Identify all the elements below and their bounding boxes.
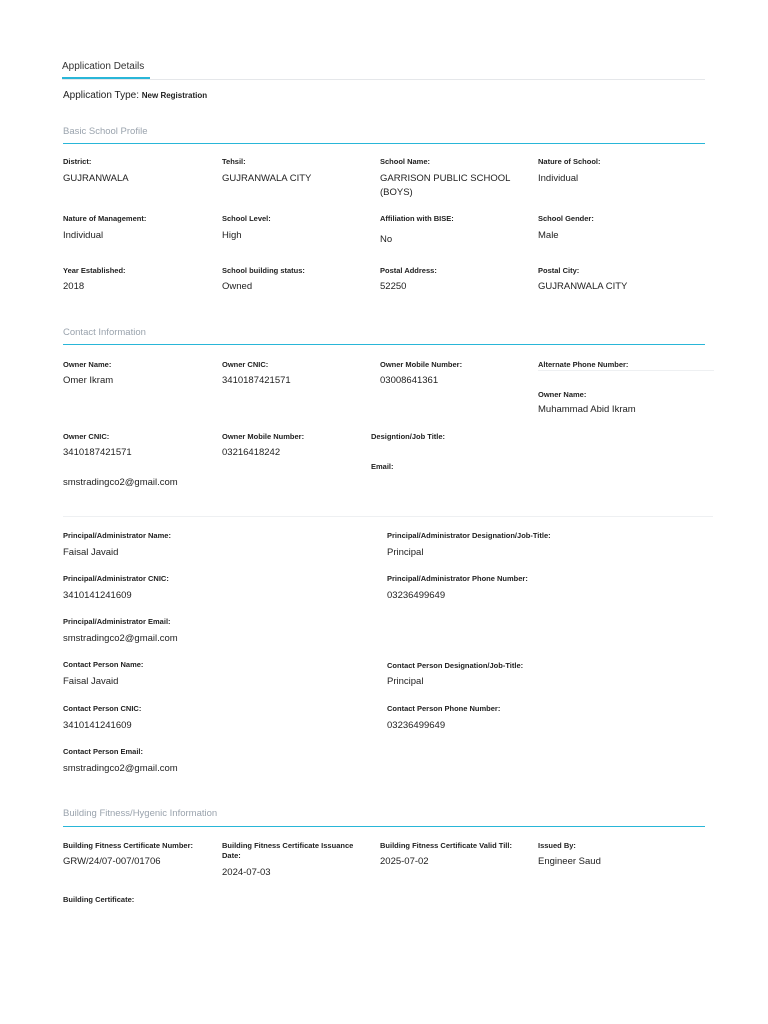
nature-of-school-label: Nature of School: [538, 157, 601, 166]
application-type-value: New Registration [141, 91, 208, 100]
tab-divider [62, 79, 705, 80]
contact-person-designation-label: Contact Person Designation/Job-Title: [387, 661, 524, 670]
contact-person-email-label: Contact Person Email: [63, 747, 144, 756]
section-divider [63, 344, 705, 345]
section-divider [63, 143, 705, 144]
affiliation-value: No [380, 234, 393, 245]
section-title-contact-information: Contact Information [63, 327, 146, 338]
principal-designation-label: Principal/Administrator Designation/Job-Title: [387, 531, 551, 540]
owner2-name-label: Owner Name: [538, 390, 587, 399]
principal-email-label: Principal/Administrator Email: [63, 617, 171, 626]
nature-of-management-label: Nature of Management: [63, 214, 147, 223]
school-name-label: School Name: [380, 157, 431, 166]
contact-person-designation-value: Principal [387, 676, 424, 687]
owner2-name-value: Muhammad Abid Ikram [538, 404, 636, 415]
issued-by-value: Engineer Saud [538, 856, 601, 867]
section-title-basic-school-profile: Basic School Profile [63, 126, 148, 137]
affiliation-label: Affiliation with BISE: [380, 214, 454, 223]
nature-of-management-value: Individual [63, 230, 104, 241]
section-title-building-fitness: Building Fitness/Hygenic Information [63, 808, 218, 819]
principal-name-label: Principal/Administrator Name: [63, 531, 171, 540]
postal-city-value: GUJRANWALA CITY [538, 281, 628, 292]
designation-label: Designtion/Job Title: [371, 432, 446, 441]
issued-by-label: Issued By: [538, 841, 576, 850]
contact-person-email-value: smstradingco2@gmail.com [63, 763, 178, 774]
principal-phone-value: 03236499649 [387, 590, 446, 601]
nature-of-school-value: Individual [538, 173, 579, 184]
postal-address-label: Postal Address: [380, 266, 437, 275]
school-name-value: GARRISON PUBLIC SCHOOL (BOYS) [380, 173, 511, 198]
email-label: Email: [371, 462, 394, 471]
owner-name-value: Omer Ikram [63, 375, 114, 386]
district-value: GUJRANWALA [63, 173, 129, 184]
school-level-label: School Level: [222, 214, 271, 223]
divider [63, 516, 713, 517]
certificate-number-value: GRW/24/07-007/01706 [63, 856, 161, 867]
principal-designation-value: Principal [387, 547, 424, 558]
owner2-mobile-value: 03216418242 [222, 447, 281, 458]
owner-name-label: Owner Name: [63, 360, 112, 369]
contact-person-name-value: Faisal Javaid [63, 676, 119, 687]
contact-person-name-label: Contact Person Name: [63, 660, 144, 669]
owner-cnic-label: Owner CNIC: [222, 360, 269, 369]
valid-till-label: Building Fitness Certificate Valid Till: [380, 841, 512, 850]
tehsil-value: GUJRANWALA CITY [222, 173, 312, 184]
year-established-value: 2018 [63, 281, 85, 292]
school-gender-label: School Gender: [538, 214, 594, 223]
building-certificate-label: Building Certificate: [63, 895, 135, 904]
building-status-value: Owned [222, 281, 253, 292]
principal-cnic-label: Principal/Administrator CNIC: [63, 574, 169, 583]
issuance-date-label: Building Fitness Certificate Issuance Date: [222, 841, 354, 860]
application-type [63, 90, 207, 101]
owner2-mobile-label: Owner Mobile Number: [222, 432, 305, 441]
contact-person-phone-label: Contact Person Phone Number: [387, 704, 501, 713]
tab-application-details[interactable]: Application Details [62, 61, 145, 72]
year-established-label: Year Established: [63, 266, 126, 275]
owner2-cnic-label: Owner CNIC: [63, 432, 110, 441]
district-label: District: [63, 157, 92, 166]
postal-city-label: Postal City: [538, 266, 580, 275]
building-status-label: School building status: [222, 266, 305, 275]
alternate-phone-label: Alternate Phone Number: [538, 360, 629, 369]
valid-till-value: 2025-07-02 [380, 856, 429, 867]
postal-address-value: 52250 [380, 281, 407, 292]
contact-person-phone-value: 03236499649 [387, 720, 446, 731]
principal-email-value: smstradingco2@gmail.com [63, 633, 178, 644]
school-level-value: High [222, 230, 242, 241]
issuance-date-value: 2024-07-03 [222, 867, 271, 878]
owner-cnic-value: 3410187421571 [222, 375, 291, 386]
divider [538, 370, 714, 371]
owner2-cnic-value: 3410187421571 [63, 447, 132, 458]
owner-mobile-value: 03008641361 [380, 375, 439, 386]
contact-person-cnic-value: 3410141241609 [63, 720, 132, 731]
school-gender-value: Male [538, 230, 559, 241]
owner-mobile-label: Owner Mobile Number: [380, 360, 463, 369]
tehsil-label: Tehsil: [222, 157, 246, 166]
contact-person-cnic-label: Contact Person CNIC: [63, 704, 142, 713]
certificate-number-label: Building Fitness Certificate Number: [63, 841, 194, 850]
section-divider [63, 826, 705, 827]
principal-phone-label: Principal/Administrator Phone Number: [387, 574, 528, 583]
email-value: smstradingco2@gmail.com [63, 477, 178, 488]
principal-cnic-value: 3410141241609 [63, 590, 132, 601]
principal-name-value: Faisal Javaid [63, 547, 119, 558]
application-type-label: Application Type: [63, 90, 139, 101]
